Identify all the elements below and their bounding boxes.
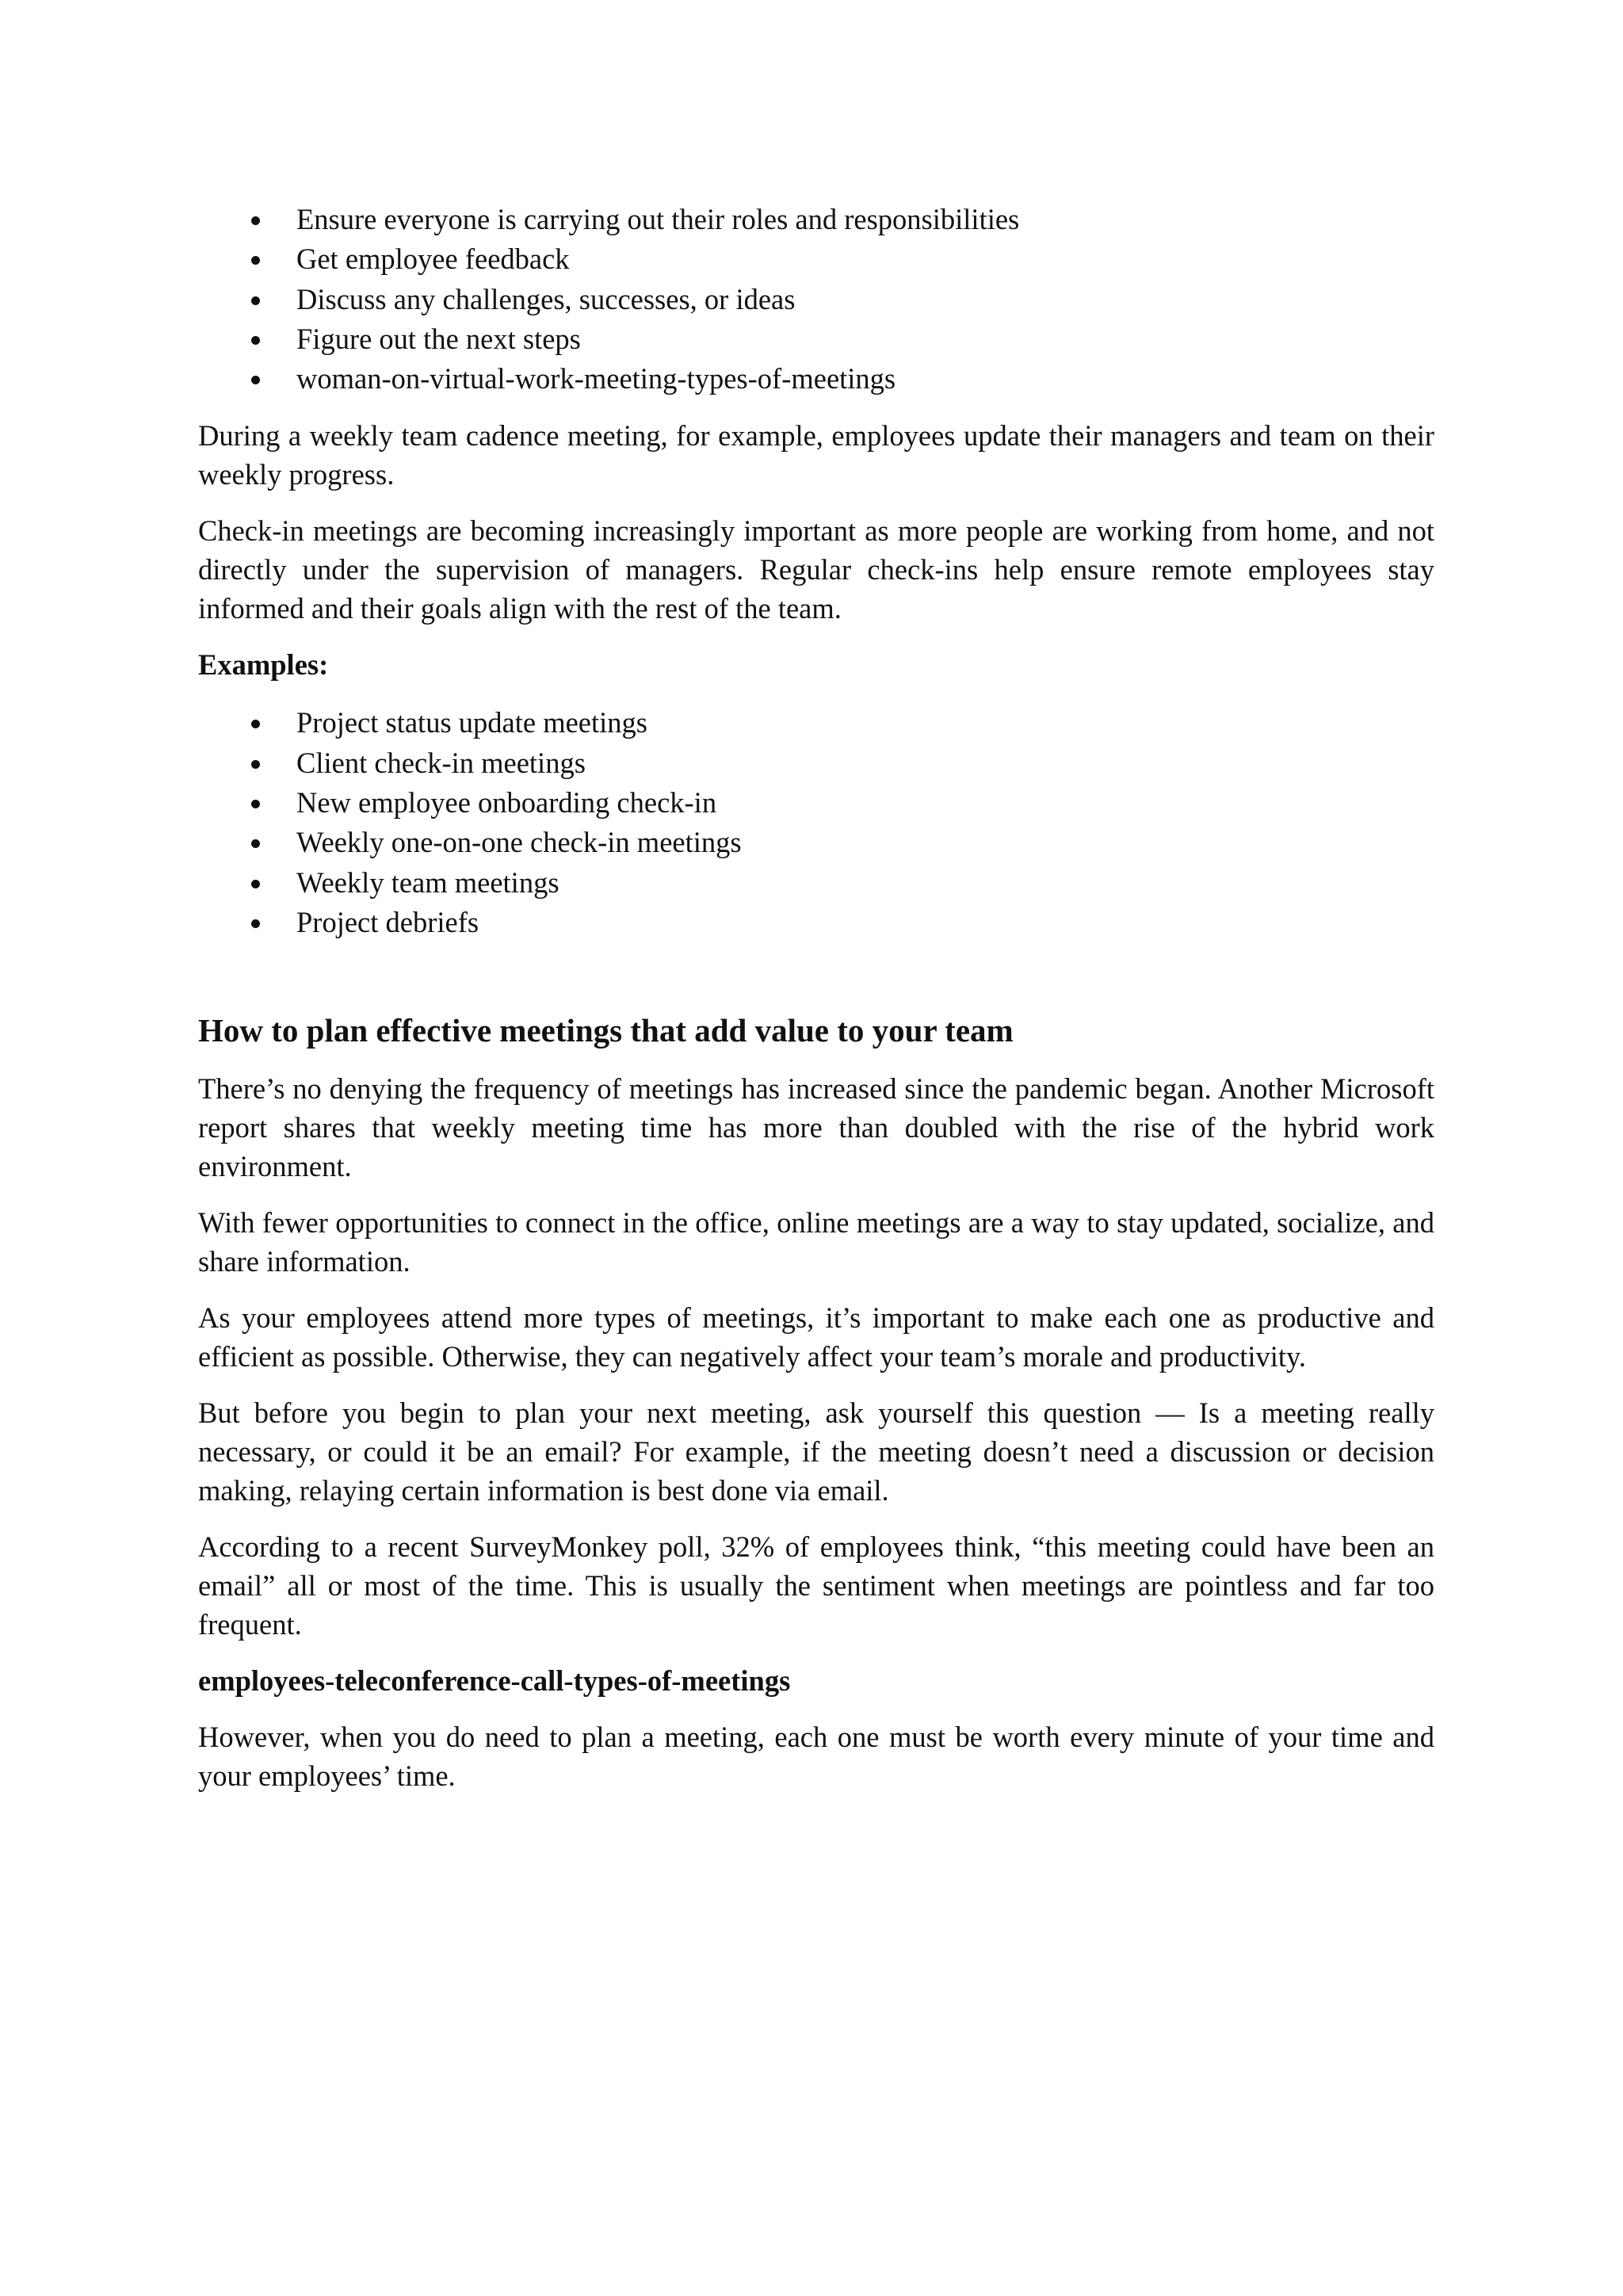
image-caption: employees-teleconference-call-types-of-meetings — [198, 1664, 791, 1698]
paragraph-before-planning: But before you begin to plan your next meeting, ask yourself this question — Is a meeting really necessary, or could it be an email? For example, if the meeting doesn’t need a discussion or decision making, relaying certain information is best done via email. — [198, 1396, 1434, 1507]
list-item — [198, 319, 1434, 359]
list-item-text: Discuss any challenges, successes, or ideas — [296, 282, 796, 315]
bullet-icon — [251, 216, 260, 225]
list-item-text: Ensure everyone is carrying out their roles and responsibilities — [296, 203, 1020, 235]
paragraph-attend-meetings: As your employees attend more types of meetings, it’s important to make each one as productive and efficient as possible. Otherwise, they can negatively affect your team’s morale and productivity. — [198, 1301, 1434, 1373]
list-item — [198, 200, 1434, 239]
list-item — [198, 863, 1434, 903]
list-item — [198, 359, 1434, 399]
examples-list — [198, 703, 1434, 942]
paragraph-fewer-opportunities: With fewer opportunities to connect in the office, online meetings are a way to stay updated, socialize, and share information. — [198, 1206, 1434, 1278]
list-item — [198, 239, 1434, 279]
list-item — [198, 783, 1434, 823]
paragraph-survey: According to a recent SurveyMonkey poll, 32% of employees think, “this meeting could have been an email” all or most of the time. This is usually the sentiment when meetings are pointless and far too frequent. — [198, 1530, 1434, 1641]
bullet-icon — [251, 880, 260, 888]
bullet-icon — [251, 760, 260, 769]
list-item-text: Weekly team meetings — [296, 865, 559, 899]
list-item — [198, 823, 1434, 862]
examples-label: Examples: — [198, 648, 329, 682]
paragraph-however: However, when you do need to plan a meeting, each one must be worth every minute of your time and your employees’ time. — [198, 1721, 1434, 1793]
list-item-text: Project debriefs — [296, 905, 479, 938]
list-item-text: Project status update meetings — [296, 706, 647, 739]
bullet-icon — [251, 919, 260, 928]
responsibilities-list — [198, 200, 1434, 399]
bullet-icon — [251, 720, 260, 728]
document-page — [198, 190, 1434, 1795]
bullet-icon — [251, 839, 260, 848]
paragraph-frequency: There’s no denying the frequency of meetings has increased since the pandemic began. Another Microsoft report shares that weekly meeting time has more than doubled with the rise of the hybrid work environment. — [198, 1072, 1434, 1183]
list-item-text: Weekly one-on-one check-in meetings — [296, 826, 742, 859]
list-item — [198, 903, 1434, 942]
list-item-text: Get employee feedback — [296, 243, 570, 276]
paragraph-cadence: During a weekly team cadence meeting, for example, employees update their managers and team on their weekly progress. — [198, 419, 1434, 491]
section-heading: How to plan effective meetings that add value to your team — [198, 1012, 1014, 1049]
list-item-text: New employee onboarding check-in — [296, 786, 717, 819]
list-item-text: Figure out the next steps — [296, 322, 581, 355]
list-item-text: Client check-in meetings — [296, 746, 586, 779]
list-item — [198, 280, 1434, 319]
bullet-icon — [251, 256, 260, 265]
paragraph-checkin: Check-in meetings are becoming increasingly important as more people are working from home, and not directly under the supervision of managers. Regular check-ins help ensure remote employees stay informed and their goals align with the rest of the team. — [198, 514, 1434, 625]
list-item — [198, 703, 1434, 743]
bullet-icon — [251, 376, 260, 384]
list-item — [198, 743, 1434, 783]
list-item-text: woman-on-virtual-work-meeting-types-of-meetings — [296, 362, 896, 395]
bullet-icon — [251, 296, 260, 305]
bullet-icon — [251, 800, 260, 808]
bullet-icon — [251, 336, 260, 345]
